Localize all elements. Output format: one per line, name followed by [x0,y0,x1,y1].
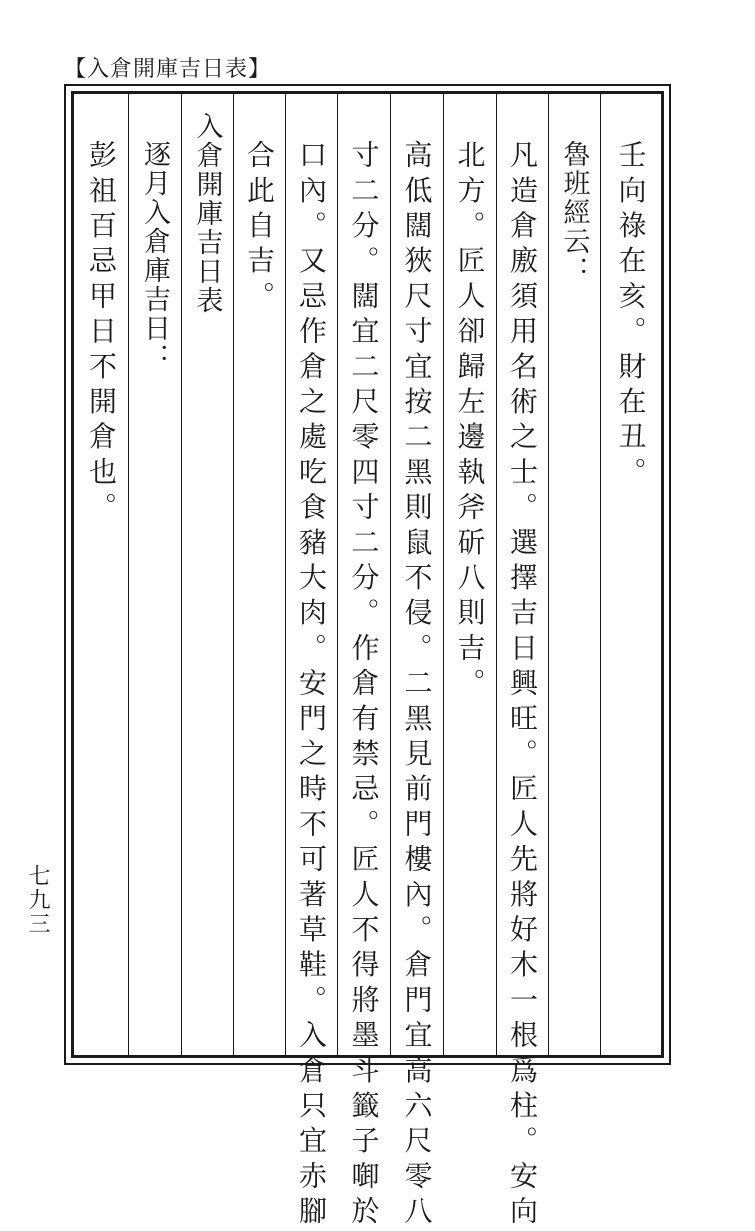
column-text: 寸二分。闊宜二尺零四寸二分。作倉有禁忌。匠人不得將墨斗籤子啣於 [347,140,381,1231]
text-column-11 [74,94,128,1055]
column-text: 合此自吉。 [243,140,276,316]
text-column-10 [128,94,181,1055]
text-column-7 [285,94,337,1231]
text-column-8 [233,94,285,1055]
text-column-9 [181,94,233,1055]
column-text: 彭祖百忌甲日不開倉也。 [85,140,118,528]
text-column-1 [600,94,661,1055]
column-text: 北方。匠人卻歸左邊執斧斫八則吉。 [453,140,487,704]
table-title: 入倉開庫吉日表 [191,112,223,315]
text-column-4 [443,94,496,1055]
section-heading: 逐月入倉庫吉日： [139,140,170,372]
column-text: 口內。又忌作倉之處吃食豬大肉。安門之時不可著草鞋。入倉只宜赤腳 [295,140,328,1231]
text-column-6 [337,94,390,1231]
column-text: 壬向祿在亥。財在丑。 [614,140,648,492]
page-number: 七九三 [25,864,50,936]
text-column-5 [390,94,443,1231]
section-heading: 魯班經云： [558,140,590,285]
column-text: 高低闊狹尺寸宜按二黑則鼠不侵。二黑見前門樓內。倉門宜高六尺零八 [400,140,434,1231]
text-column-3 [496,94,548,1231]
page-header-title: 【入倉開庫吉日表】 [64,57,272,82]
column-text: 凡造倉廒須用名術之士。選擇吉日興旺。匠人先將好木一根爲柱。安向 [506,140,539,1231]
text-column-2 [548,94,600,1055]
